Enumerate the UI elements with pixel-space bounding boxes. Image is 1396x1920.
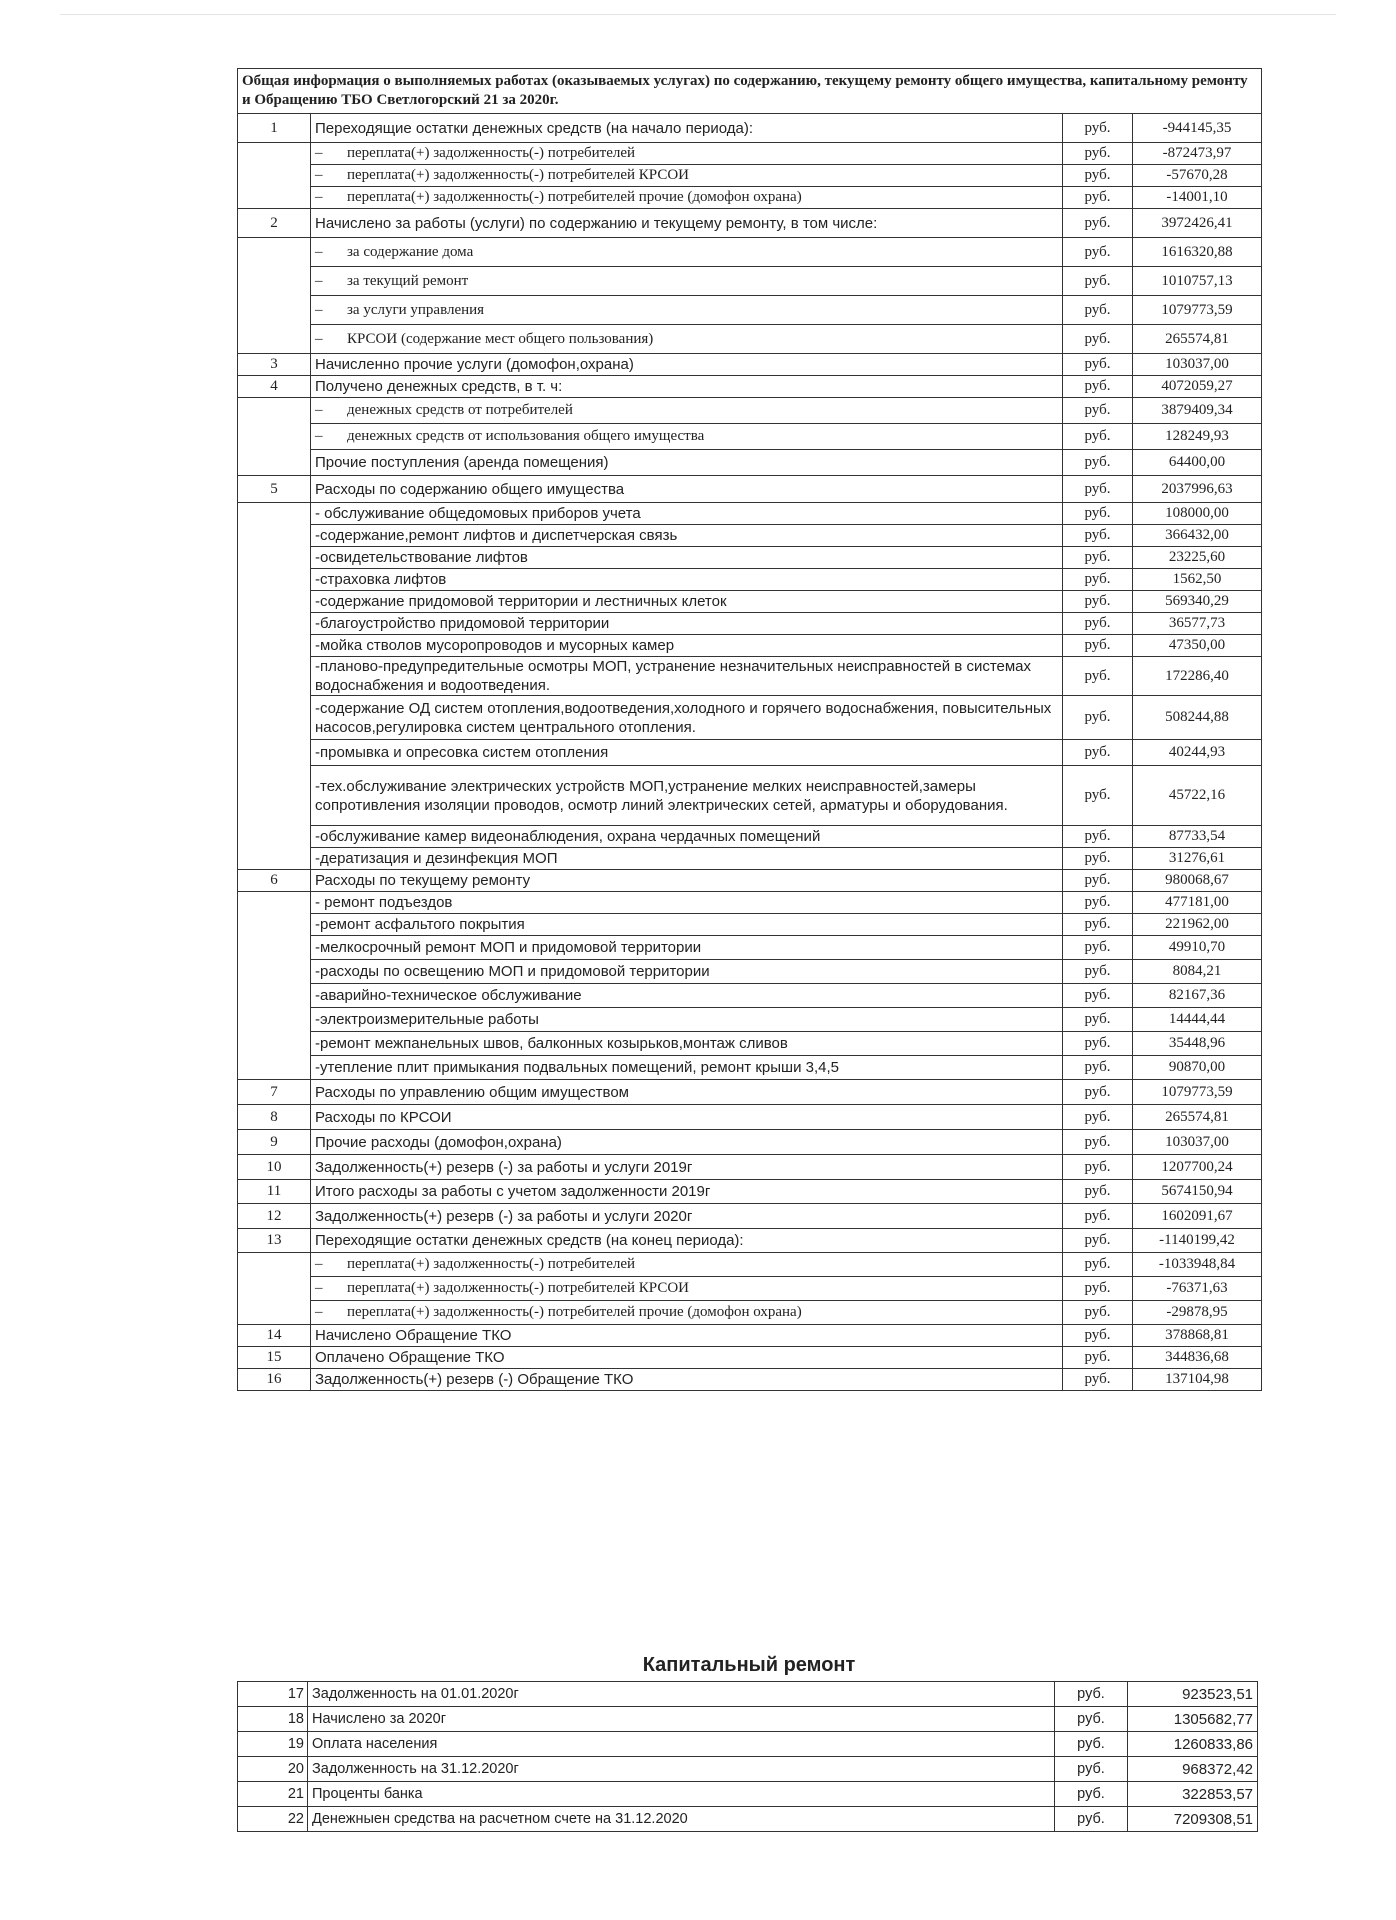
row-value: -57670,28 bbox=[1133, 165, 1262, 187]
row-label-text: за текущий ремонт bbox=[347, 272, 469, 289]
row-value: 569340,29 bbox=[1133, 591, 1262, 613]
row-label-text: переплата(+) задолженность(-) потребителей bbox=[347, 1256, 636, 1272]
row-value: 7209308,51 bbox=[1128, 1807, 1258, 1832]
row-unit: руб. bbox=[1063, 826, 1133, 848]
row-value: -1033948,84 bbox=[1133, 1253, 1262, 1277]
capital-row bbox=[238, 1682, 1258, 1707]
row-value: 1602091,67 bbox=[1133, 1204, 1262, 1229]
capital-row bbox=[238, 1732, 1258, 1757]
row-unit: руб. bbox=[1063, 1347, 1133, 1369]
row-number: 20 bbox=[238, 1757, 308, 1782]
report-row bbox=[238, 450, 1262, 476]
row-label: Получено денежных средств, в т. ч: bbox=[311, 376, 1063, 398]
row-value: 265574,81 bbox=[1133, 325, 1262, 354]
dash-marker: – bbox=[315, 167, 323, 183]
row-value: 344836,68 bbox=[1133, 1347, 1262, 1369]
row-unit: руб. bbox=[1055, 1682, 1128, 1707]
row-unit: руб. bbox=[1063, 1080, 1133, 1105]
row-unit: руб. bbox=[1063, 1325, 1133, 1347]
row-unit: руб. bbox=[1063, 354, 1133, 376]
dash-marker: – bbox=[315, 330, 323, 347]
row-value: 508244,88 bbox=[1133, 696, 1262, 740]
row-number: 14 bbox=[238, 1325, 311, 1347]
row-number: 18 bbox=[238, 1707, 308, 1732]
row-unit: руб. bbox=[1063, 1155, 1133, 1180]
row-label: -мойка стволов мусоропроводов и мусорных камер bbox=[311, 635, 1063, 657]
report-row bbox=[238, 696, 1262, 740]
row-number: 17 bbox=[238, 1682, 308, 1707]
row-label: Задолженность(+) резерв (-) за работы и услуги 2020г bbox=[311, 1204, 1063, 1229]
row-label-text: за содержание дома bbox=[347, 243, 474, 260]
row-label: -содержание придомовой территории и лестничных клеток bbox=[311, 591, 1063, 613]
row-value: 87733,54 bbox=[1133, 826, 1262, 848]
row-unit: руб. bbox=[1063, 914, 1133, 936]
row-number: 5 bbox=[238, 476, 311, 503]
row-label bbox=[311, 1301, 1063, 1325]
report-row bbox=[238, 892, 1262, 914]
row-label bbox=[311, 165, 1063, 187]
row-label: Расходы по содержанию общего имущества bbox=[311, 476, 1063, 503]
row-label: -промывка и опресовка систем отопления bbox=[311, 740, 1063, 766]
row-label: -планово-предупредительные осмотры МОП, устранение незначительных неисправностей в системах водоснабжения и водоотведения. bbox=[311, 657, 1063, 696]
row-label bbox=[311, 187, 1063, 209]
row-label bbox=[311, 398, 1063, 424]
row-label: Переходящие остатки денежных средств (на начало периода): bbox=[311, 114, 1063, 143]
row-label bbox=[311, 143, 1063, 165]
row-value: 82167,36 bbox=[1133, 984, 1262, 1008]
row-unit: руб. bbox=[1063, 424, 1133, 450]
report-row bbox=[238, 143, 1262, 165]
capital-repair-title: Капитальный ремонт bbox=[642, 1654, 856, 1676]
row-value: 2037996,63 bbox=[1133, 476, 1262, 503]
report-row bbox=[238, 657, 1262, 696]
row-label: Начислено за работы (услуги) по содержанию и текущему ремонту, в том числе: bbox=[311, 209, 1063, 238]
dash-marker: – bbox=[315, 301, 323, 318]
report-row bbox=[238, 1080, 1262, 1105]
row-value: 36577,73 bbox=[1133, 613, 1262, 635]
report-row bbox=[238, 476, 1262, 503]
row-number: 11 bbox=[238, 1180, 311, 1204]
report-row bbox=[238, 1229, 1262, 1253]
row-label: Начислено Обращение ТКО bbox=[311, 1325, 1063, 1347]
row-number: 9 bbox=[238, 1130, 311, 1155]
report-row bbox=[238, 613, 1262, 635]
row-unit: руб. bbox=[1063, 398, 1133, 424]
row-number: 1 bbox=[238, 114, 311, 143]
row-label: Начислено за 2020г bbox=[308, 1707, 1055, 1732]
row-unit: руб. bbox=[1063, 740, 1133, 766]
row-value: 172286,40 bbox=[1133, 657, 1262, 696]
row-unit: руб. bbox=[1063, 1105, 1133, 1130]
row-label: Проценты банка bbox=[308, 1782, 1055, 1807]
row-value: 1079773,59 bbox=[1133, 296, 1262, 325]
report-row bbox=[238, 960, 1262, 984]
row-unit: руб. bbox=[1063, 569, 1133, 591]
row-value: 8084,21 bbox=[1133, 960, 1262, 984]
row-label bbox=[311, 325, 1063, 354]
row-value: -1140199,42 bbox=[1133, 1229, 1262, 1253]
row-label: Начисленно прочие услуги (домофон,охрана) bbox=[311, 354, 1063, 376]
row-number: 4 bbox=[238, 376, 311, 398]
row-value: 108000,00 bbox=[1133, 503, 1262, 525]
row-unit: руб. bbox=[1063, 613, 1133, 635]
report-title: Общая информация о выполняемых работах (оказываемых услугах) по содержанию, текущему ремонту общего имущества, капитальному ремонту и Обращению ТБО Светлогорский 21 за 2020г. bbox=[238, 69, 1262, 114]
row-label bbox=[311, 424, 1063, 450]
row-unit: руб. bbox=[1063, 450, 1133, 476]
row-value: 3972426,41 bbox=[1133, 209, 1262, 238]
row-value: 14444,44 bbox=[1133, 1008, 1262, 1032]
row-value: 45722,16 bbox=[1133, 766, 1262, 826]
row-unit: руб. bbox=[1063, 325, 1133, 354]
dash-marker: – bbox=[315, 428, 323, 444]
report-row bbox=[238, 870, 1262, 892]
row-unit: руб. bbox=[1063, 591, 1133, 613]
row-label bbox=[311, 296, 1063, 325]
row-label: Задолженность(+) резерв (-) Обращение ТКО bbox=[311, 1369, 1063, 1391]
report-row bbox=[238, 238, 1262, 267]
row-unit: руб. bbox=[1063, 635, 1133, 657]
row-unit: руб. bbox=[1063, 1229, 1133, 1253]
row-label: Расходы по текущему ремонту bbox=[311, 870, 1063, 892]
report-row bbox=[238, 1369, 1262, 1391]
dash-marker: – bbox=[315, 1304, 323, 1320]
dash-marker: – bbox=[315, 272, 323, 289]
row-label: -расходы по освещению МОП и придомовой территории bbox=[311, 960, 1063, 984]
row-value: 47350,00 bbox=[1133, 635, 1262, 657]
row-value: 23225,60 bbox=[1133, 547, 1262, 569]
row-value: 103037,00 bbox=[1133, 354, 1262, 376]
report-row bbox=[238, 165, 1262, 187]
row-label: -ремонт межпанельных швов, балконных козырьков,монтаж сливов bbox=[311, 1032, 1063, 1056]
row-value: 103037,00 bbox=[1133, 1130, 1262, 1155]
report-row bbox=[238, 826, 1262, 848]
dash-marker: – bbox=[315, 402, 323, 418]
row-value: -14001,10 bbox=[1133, 187, 1262, 209]
report-row bbox=[238, 1301, 1262, 1325]
row-label: Прочие расходы (домофон,охрана) bbox=[311, 1130, 1063, 1155]
row-label-text: переплата(+) задолженность(-) потребителей КРСОИ bbox=[347, 167, 689, 183]
row-label: - обслуживание общедомовых приборов учета bbox=[311, 503, 1063, 525]
row-label: Расходы по управлению общим имуществом bbox=[311, 1080, 1063, 1105]
dash-marker: – bbox=[315, 1256, 323, 1272]
row-unit: руб. bbox=[1063, 1130, 1133, 1155]
row-value: -872473,97 bbox=[1133, 143, 1262, 165]
row-number: 21 bbox=[238, 1782, 308, 1807]
capital-repair-table bbox=[237, 1681, 1258, 1832]
row-value: 64400,00 bbox=[1133, 450, 1262, 476]
row-unit: руб. bbox=[1055, 1782, 1128, 1807]
row-number: 6 bbox=[238, 870, 311, 892]
report-row bbox=[238, 740, 1262, 766]
dash-marker: – bbox=[315, 243, 323, 260]
row-number bbox=[238, 892, 311, 1080]
row-unit: руб. bbox=[1063, 143, 1133, 165]
row-number: 12 bbox=[238, 1204, 311, 1229]
report-row bbox=[238, 1056, 1262, 1080]
row-value: 49910,70 bbox=[1133, 936, 1262, 960]
row-label-text: переплата(+) задолженность(-) потребителей КРСОИ bbox=[347, 1280, 689, 1296]
report-row bbox=[238, 1130, 1262, 1155]
report-row bbox=[238, 424, 1262, 450]
report-row bbox=[238, 591, 1262, 613]
row-unit: руб. bbox=[1063, 209, 1133, 238]
report-row bbox=[238, 1253, 1262, 1277]
dash-marker: – bbox=[315, 145, 323, 161]
row-label-text: денежных средств от потребителей bbox=[347, 402, 573, 418]
report-row bbox=[238, 1032, 1262, 1056]
row-label: Прочие поступления (аренда помещения) bbox=[311, 450, 1063, 476]
row-number: 22 bbox=[238, 1807, 308, 1832]
row-unit: руб. bbox=[1063, 1008, 1133, 1032]
report-row bbox=[238, 635, 1262, 657]
row-number: 8 bbox=[238, 1105, 311, 1130]
report-row bbox=[238, 187, 1262, 209]
row-label: -благоустройство придомовой территории bbox=[311, 613, 1063, 635]
row-unit: руб. bbox=[1063, 114, 1133, 143]
row-number: 13 bbox=[238, 1229, 311, 1253]
row-unit: руб. bbox=[1063, 476, 1133, 503]
row-unit: руб. bbox=[1063, 1032, 1133, 1056]
row-unit: руб. bbox=[1063, 525, 1133, 547]
row-label: -обслуживание камер видеонаблюдения, охрана чердачных помещений bbox=[311, 826, 1063, 848]
row-label bbox=[311, 1253, 1063, 1277]
scan-edge-line bbox=[60, 14, 1336, 15]
row-number: 15 bbox=[238, 1347, 311, 1369]
row-value: -29878,95 bbox=[1133, 1301, 1262, 1325]
capital-row bbox=[238, 1757, 1258, 1782]
row-value: 1010757,13 bbox=[1133, 267, 1262, 296]
report-row bbox=[238, 1105, 1262, 1130]
row-unit: руб. bbox=[1055, 1807, 1128, 1832]
row-label: -утепление плит примыкания подвальных помещений, ремонт крыши 3,4,5 bbox=[311, 1056, 1063, 1080]
row-number bbox=[238, 398, 311, 476]
row-label-text: переплата(+) задолженность(-) потребителей прочие (домофон охрана) bbox=[347, 1304, 802, 1320]
row-label: Расходы по КРСОИ bbox=[311, 1105, 1063, 1130]
row-label: Задолженность на 01.01.2020г bbox=[308, 1682, 1055, 1707]
report-row bbox=[238, 984, 1262, 1008]
report-row bbox=[238, 1180, 1262, 1204]
row-unit: руб. bbox=[1063, 187, 1133, 209]
row-label bbox=[311, 1277, 1063, 1301]
report-row bbox=[238, 354, 1262, 376]
row-label: Итого расходы за работы с учетом задолженности 2019г bbox=[311, 1180, 1063, 1204]
report-row bbox=[238, 766, 1262, 826]
row-number: 19 bbox=[238, 1732, 308, 1757]
report-row bbox=[238, 325, 1262, 354]
row-value: 322853,57 bbox=[1128, 1782, 1258, 1807]
row-value: 3879409,34 bbox=[1133, 398, 1262, 424]
row-unit: руб. bbox=[1063, 960, 1133, 984]
report-row bbox=[238, 267, 1262, 296]
report-row bbox=[238, 1347, 1262, 1369]
row-label-text: денежных средств от использования общего имущества bbox=[347, 428, 705, 444]
report-header-row bbox=[238, 69, 1262, 114]
row-unit: руб. bbox=[1055, 1732, 1128, 1757]
row-value: 1305682,77 bbox=[1128, 1707, 1258, 1732]
row-unit: руб. bbox=[1063, 547, 1133, 569]
row-label: Задолженность на 31.12.2020г bbox=[308, 1757, 1055, 1782]
report-row bbox=[238, 398, 1262, 424]
row-value: 35448,96 bbox=[1133, 1032, 1262, 1056]
row-unit: руб. bbox=[1063, 870, 1133, 892]
row-number bbox=[238, 503, 311, 870]
report-row bbox=[238, 936, 1262, 960]
report-row bbox=[238, 296, 1262, 325]
row-number: 16 bbox=[238, 1369, 311, 1391]
row-unit: руб. bbox=[1063, 238, 1133, 267]
report-row bbox=[238, 114, 1262, 143]
row-label bbox=[311, 267, 1063, 296]
row-label: -тех.обслуживание электрических устройств МОП,устранение мелких неисправностей,замеры сопротивления изоляции проводов, осмотр линий электрических сетей, арматуры и оборудования. bbox=[311, 766, 1063, 826]
row-value: -944145,35 bbox=[1133, 114, 1262, 143]
row-unit: руб. bbox=[1055, 1707, 1128, 1732]
row-unit: руб. bbox=[1063, 503, 1133, 525]
row-label: Оплата населения bbox=[308, 1732, 1055, 1757]
row-unit: руб. bbox=[1063, 165, 1133, 187]
report-row bbox=[238, 1008, 1262, 1032]
row-number: 10 bbox=[238, 1155, 311, 1180]
row-value: 128249,93 bbox=[1133, 424, 1262, 450]
row-label: Денежныен средства на расчетном счете на 31.12.2020 bbox=[308, 1807, 1055, 1832]
report-row bbox=[238, 1325, 1262, 1347]
row-value: 366432,00 bbox=[1133, 525, 1262, 547]
row-unit: руб. bbox=[1063, 984, 1133, 1008]
report-row bbox=[238, 848, 1262, 870]
report-row bbox=[238, 914, 1262, 936]
row-value: 4072059,27 bbox=[1133, 376, 1262, 398]
capital-row bbox=[238, 1782, 1258, 1807]
row-value: 968372,42 bbox=[1128, 1757, 1258, 1782]
report-row bbox=[238, 209, 1262, 238]
row-label: -электроизмерительные работы bbox=[311, 1008, 1063, 1032]
row-label: Оплачено Обращение ТКО bbox=[311, 1347, 1063, 1369]
capital-row bbox=[238, 1807, 1258, 1832]
row-label: -ремонт асфальтого покрытия bbox=[311, 914, 1063, 936]
report-row bbox=[238, 1277, 1262, 1301]
report-row bbox=[238, 1204, 1262, 1229]
row-label: -аварийно-техническое обслуживание bbox=[311, 984, 1063, 1008]
row-value: 40244,93 bbox=[1133, 740, 1262, 766]
report-row bbox=[238, 525, 1262, 547]
row-value: 90870,00 bbox=[1133, 1056, 1262, 1080]
report-row bbox=[238, 376, 1262, 398]
report-row bbox=[238, 503, 1262, 525]
row-value: 1260833,86 bbox=[1128, 1732, 1258, 1757]
row-label: Задолженность(+) резерв (-) за работы и услуги 2019г bbox=[311, 1155, 1063, 1180]
row-unit: руб. bbox=[1063, 376, 1133, 398]
dash-marker: – bbox=[315, 1280, 323, 1296]
row-value: 265574,81 bbox=[1133, 1105, 1262, 1130]
row-unit: руб. bbox=[1063, 848, 1133, 870]
row-label: -дератизация и дезинфекция МОП bbox=[311, 848, 1063, 870]
row-number: 7 bbox=[238, 1080, 311, 1105]
row-value: 980068,67 bbox=[1133, 870, 1262, 892]
row-unit: руб. bbox=[1063, 892, 1133, 914]
row-number bbox=[238, 1253, 311, 1325]
main-report-body bbox=[238, 69, 1262, 1391]
row-unit: руб. bbox=[1063, 1056, 1133, 1080]
row-unit: руб. bbox=[1063, 1180, 1133, 1204]
row-value: 1616320,88 bbox=[1133, 238, 1262, 267]
row-unit: руб. bbox=[1063, 657, 1133, 696]
capital-repair-body bbox=[238, 1682, 1258, 1832]
row-value: 5674150,94 bbox=[1133, 1180, 1262, 1204]
row-label-text: КРСОИ (содержание мест общего пользования) bbox=[347, 330, 654, 347]
row-unit: руб. bbox=[1055, 1757, 1128, 1782]
row-unit: руб. bbox=[1063, 766, 1133, 826]
row-label: -содержание,ремонт лифтов и диспетчерская связь bbox=[311, 525, 1063, 547]
row-value: 1562,50 bbox=[1133, 569, 1262, 591]
dash-marker: – bbox=[315, 189, 323, 205]
row-value: 1079773,59 bbox=[1133, 1080, 1262, 1105]
row-value: 923523,51 bbox=[1128, 1682, 1258, 1707]
row-value: 1207700,24 bbox=[1133, 1155, 1262, 1180]
report-row bbox=[238, 569, 1262, 591]
row-value: 31276,61 bbox=[1133, 848, 1262, 870]
row-unit: руб. bbox=[1063, 296, 1133, 325]
row-label-text: переплата(+) задолженность(-) потребителей прочие (домофон охрана) bbox=[347, 189, 802, 205]
row-value: 378868,81 bbox=[1133, 1325, 1262, 1347]
row-label: - ремонт подъездов bbox=[311, 892, 1063, 914]
row-label-text: за услуги управления bbox=[347, 301, 485, 318]
report-row bbox=[238, 547, 1262, 569]
row-label-text: переплата(+) задолженность(-) потребителей bbox=[347, 145, 636, 161]
row-unit: руб. bbox=[1063, 1301, 1133, 1325]
row-label: -мелкосрочный ремонт МОП и придомовой территории bbox=[311, 936, 1063, 960]
row-unit: руб. bbox=[1063, 1277, 1133, 1301]
row-number bbox=[238, 238, 311, 354]
row-label: -освидетельствование лифтов bbox=[311, 547, 1063, 569]
row-unit: руб. bbox=[1063, 696, 1133, 740]
row-label: -страховка лифтов bbox=[311, 569, 1063, 591]
row-unit: руб. bbox=[1063, 1204, 1133, 1229]
report-row bbox=[238, 1155, 1262, 1180]
row-unit: руб. bbox=[1063, 1253, 1133, 1277]
row-number: 2 bbox=[238, 209, 311, 238]
capital-row bbox=[238, 1707, 1258, 1732]
row-unit: руб. bbox=[1063, 267, 1133, 296]
row-label: Переходящие остатки денежных средств (на конец периода): bbox=[311, 1229, 1063, 1253]
main-report-table bbox=[237, 68, 1262, 1391]
row-value: 477181,00 bbox=[1133, 892, 1262, 914]
row-value: 221962,00 bbox=[1133, 914, 1262, 936]
row-number bbox=[238, 143, 311, 209]
row-number: 3 bbox=[238, 354, 311, 376]
row-unit: руб. bbox=[1063, 936, 1133, 960]
row-unit: руб. bbox=[1063, 1369, 1133, 1391]
row-value: -76371,63 bbox=[1133, 1277, 1262, 1301]
row-label bbox=[311, 238, 1063, 267]
row-value: 137104,98 bbox=[1133, 1369, 1262, 1391]
row-label: -содержание ОД систем отопления,водоотведения,холодного и горячего водоснабжения, повысительных насосов,регулировка систем центрального отопления. bbox=[311, 696, 1063, 740]
